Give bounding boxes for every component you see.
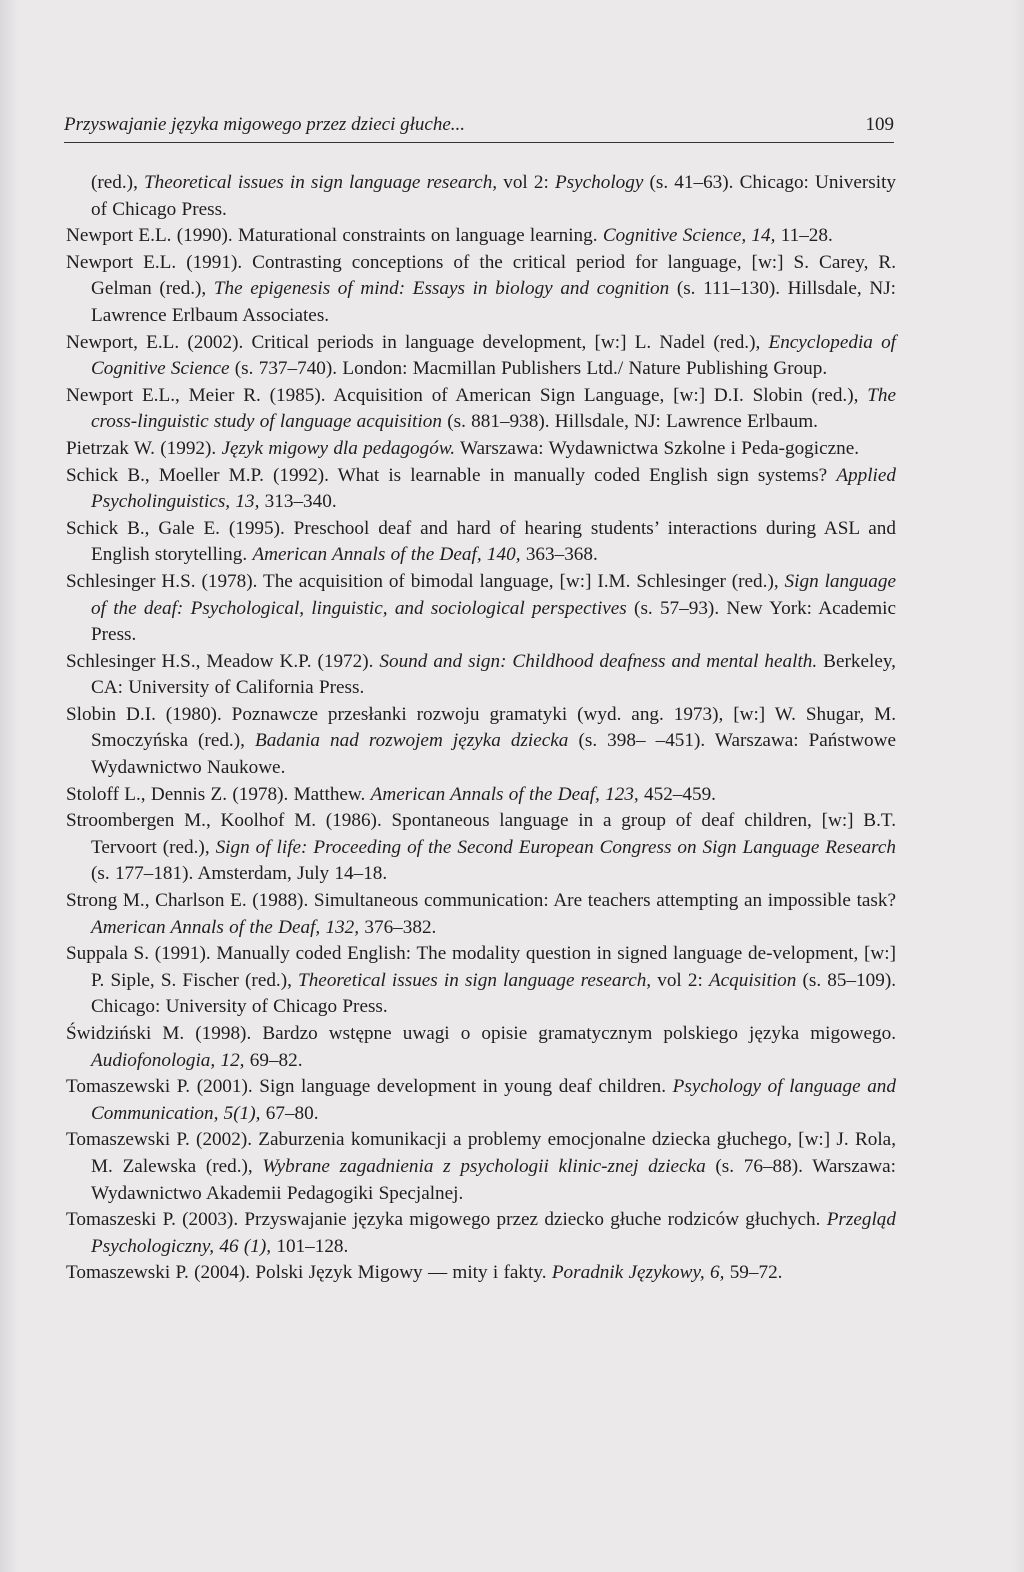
reference-text: 101–128. <box>271 1235 349 1257</box>
reference-text: Newport E.L., Meier R. (1985). Acquisition of American Sign Language, [w:] D.I. Slobin (red.), <box>66 384 868 406</box>
reference-italic-title: Sign language of the deaf: Psychological, linguistic, and sociological perspectives <box>91 570 896 619</box>
reference-text: 452–459. <box>638 783 716 805</box>
reference-text: Tomaszewski P. (2001). Sign language development in young deaf children. <box>66 1076 673 1098</box>
reference-text: vol 2: <box>497 172 555 193</box>
reference-text: Newport, E.L. (2002). Critical periods in language development, [w:] L. Nadel (red.), <box>66 331 769 353</box>
reference-italic-title: Wybrane zagadnienia z psychologii klinic-znej dziecka <box>262 1155 706 1177</box>
reference-entry <box>66 888 896 941</box>
reference-italic-title: The epigenesis of mind: Essays in biology and cognition <box>213 278 670 300</box>
reference-text: (s. 85–109). Chicago: University of Chicago Press. <box>91 969 897 1018</box>
reference-entry <box>66 782 896 809</box>
reference-italic-title: Theoretical issues in sign language research, <box>144 172 498 193</box>
reference-text: 11–28. <box>775 225 833 247</box>
reference-entry <box>66 516 896 569</box>
reference-italic-title: Encyclopedia of Cognitive Science <box>91 331 896 380</box>
reference-text: (s. 177–181). Amsterdam, July 14–18. <box>91 863 388 885</box>
reference-text: (s. 76–88). Warszawa: Wydawnictwo Akademii Pedagogiki Specjalnej. <box>91 1155 896 1204</box>
reference-entry <box>66 1074 896 1127</box>
running-title: Przyswajanie języka migowego przez dzieci głuche... <box>64 114 466 135</box>
reference-entry <box>66 463 896 516</box>
reference-italic-title: American Annals of the Deaf, 132, <box>91 916 360 938</box>
reference-italic-title: Applied Psycholinguistics, 13, <box>91 464 896 513</box>
reference-italic-title: Język migowy dla pedagogów. <box>221 437 455 459</box>
reference-entry <box>66 436 896 463</box>
reference-italic-title: American Annals of the Deaf, 140, <box>252 544 521 566</box>
reference-text: (s. 737–740). London: Macmillan Publishers Ltd./ Nature Publishing Group. <box>229 358 828 380</box>
page-header <box>64 106 894 143</box>
page-number: 109 <box>865 114 894 135</box>
reference-italic-title: Sound and sign: Childhood deafness and mental health. <box>379 650 818 672</box>
reference-text: Tomaszeski P. (2003). Przyswajanie języka migowego przez dziecko głuche rodziców głuchych. <box>66 1209 827 1231</box>
reference-text: Pietrzak W. (1992). <box>66 437 222 459</box>
reference-entry <box>66 250 896 330</box>
reference-text: Stoloff L., Dennis Z. (1978). Matthew. <box>66 783 371 805</box>
reference-text: Schlesinger H.S. (1978). The acquisition of bimodal language, [w:] I.M. Schlesinger (red.), <box>66 570 785 592</box>
reference-italic-title: Audiofonologia, 12, <box>91 1049 245 1071</box>
reference-text: (s. 41–63). Chicago: University of Chicago Press. <box>91 172 897 220</box>
reference-entry <box>66 649 896 702</box>
reference-text: 363–368. <box>520 544 598 566</box>
reference-italic-title: Psychology <box>554 172 644 193</box>
reference-text: Suppala S. (1991). Manually coded English: The modality question in signed language de-velopment, [w:] P. Siple, S. Fischer (red.), <box>66 943 896 991</box>
reference-text: 59–72. <box>724 1262 783 1284</box>
reference-italic-title: Przegląd Psychologiczny, 46 (1), <box>91 1209 896 1257</box>
reference-text: Stroombergen M., Koolhof M. (1986). Spontaneous language in a group of deaf children, [w:] B.T. Tervoort (red.), <box>66 810 896 858</box>
reference-text: Warszawa: Wydawnictwa Szkolne i Peda-gogiczne. <box>455 437 860 459</box>
reference-text: (s. 57–93). New York: Academic Press. <box>91 597 896 646</box>
reference-text: 67–80. <box>260 1102 319 1124</box>
reference-entry <box>66 1207 896 1260</box>
reference-italic-title: American Annals of the Deaf, 123, <box>370 783 639 805</box>
reference-entry <box>66 1021 896 1074</box>
reference-text: Tomaszewski P. (2002). Zaburzenia komunikacji a problemy emocjonalne dziecka głuchego, [w:] J. Rola, M. Zalewska (red.), <box>66 1129 896 1177</box>
reference-text: (red.), <box>91 172 145 193</box>
bibliography-list <box>66 170 896 1287</box>
reference-italic-title: Poradnik Językowy, 6, <box>551 1262 725 1284</box>
reference-text: Slobin D.I. (1980). Poznawcze przesłanki rozwoju gramatyki (wyd. ang. 1973), [w:] W. Shugar, M. Smoczyńska (red.), <box>66 703 896 752</box>
reference-text: (s. 881–938). Hillsdale, NJ: Lawrence Erlbaum. <box>441 411 818 433</box>
reference-entry <box>66 330 896 383</box>
reference-text: Schick B., Gale E. (1995). Preschool deaf and hard of hearing students’ interactions during ASL and English storytelling. <box>66 517 896 566</box>
reference-entry <box>66 808 896 888</box>
reference-entry <box>66 569 896 649</box>
reference-entry <box>66 383 896 436</box>
reference-italic-title: Psychology of language and Communication, 5(1), <box>91 1076 896 1124</box>
reference-text: 376–382. <box>359 916 437 938</box>
reference-italic-title: Cognitive Science, 14, <box>602 225 776 247</box>
reference-text: Schick B., Moeller M.P. (1992). What is learnable in manually coded English sign systems? <box>66 464 837 486</box>
reference-text: Świdziński M. (1998). Bardzo wstępne uwagi o opisie gramatycznym polskiego języka migowego. <box>66 1023 896 1044</box>
reference-entry <box>66 702 896 782</box>
reference-entry <box>66 170 896 223</box>
reference-italic-title: Badania nad rozwojem języka dziecka <box>254 730 569 752</box>
reference-italic-title: Sign of life: Proceeding of the Second European Congress on Sign Language Research <box>215 836 896 858</box>
reference-text: Strong M., Charlson E. (1988). Simultaneous communication: Are teachers attempting an impossible task? <box>66 890 896 912</box>
reference-entry <box>66 941 896 1021</box>
reference-text: 313–340. <box>259 491 337 513</box>
reference-italic-title: The cross-linguistic study of language acquisition <box>91 384 896 433</box>
reference-text: Berkeley, CA: University of California Press. <box>91 650 896 699</box>
reference-entry <box>66 1127 896 1207</box>
reference-entry <box>66 223 896 250</box>
reference-text: Newport E.L. (1990). Maturational constraints on language learning. <box>66 225 603 247</box>
reference-entry <box>66 1260 896 1287</box>
reference-italic-title: Theoretical issues in sign language research, <box>298 969 652 991</box>
reference-text: Newport E.L. (1991). Contrasting conceptions of the critical period for language, [w:] S. Carey, R. Gelman (red.), <box>66 251 896 300</box>
reference-text: vol 2: <box>651 969 709 991</box>
reference-italic-title: Acquisition <box>708 969 797 991</box>
reference-text: (s. 398– –451). Warszawa: Państwowe Wydawnictwo Naukowe. <box>91 730 897 779</box>
reference-text: Tomaszewski P. (2004). Polski Język Migowy — mity i fakty. <box>66 1262 552 1284</box>
reference-text: (s. 111–130). Hillsdale, NJ: Lawrence Erlbaum Associates. <box>91 278 896 326</box>
reference-text: Schlesinger H.S., Meadow K.P. (1972). <box>66 650 380 672</box>
reference-text: 69–82. <box>244 1049 303 1071</box>
